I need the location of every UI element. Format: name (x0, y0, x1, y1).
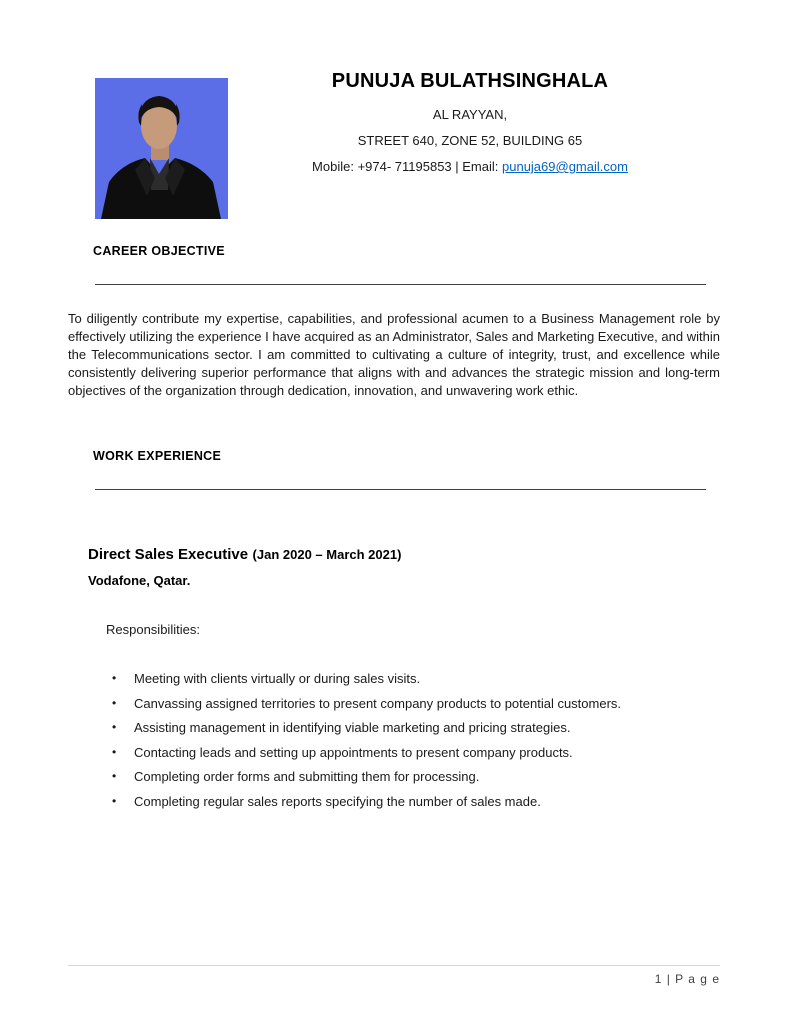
address-line-2: STREET 640, ZONE 52, BUILDING 65 (357, 133, 583, 148)
responsibilities-label: Responsibilities: (106, 622, 200, 637)
email-link[interactable]: punuja69@gmail.com (502, 159, 628, 174)
list-item: • Canvassing assigned territories to present company products to potential customers. (110, 695, 710, 712)
address-line-1: AL RAYYAN, (432, 107, 508, 122)
list-item: • Completing order forms and submitting them for processing. (110, 768, 710, 785)
section-divider (95, 489, 706, 490)
profile-photo (95, 78, 228, 219)
list-item: • Assisting management in identifying viable marketing and pricing strategies. (110, 719, 710, 736)
footer-divider (68, 965, 720, 966)
list-item: • Completing regular sales reports specifying the number of sales made. (110, 793, 710, 810)
job-header (88, 546, 708, 564)
candidate-name: PUNUJA BULATHSINGHALA (331, 70, 609, 92)
contact-prefix: Mobile: +974- 71195853 | Email: (312, 159, 502, 174)
portrait-illustration (95, 78, 228, 219)
company-name: Vodafone, Qatar. (88, 573, 191, 588)
section-title-work-experience: WORK EXPERIENCE (93, 449, 222, 463)
section-title-career-objective: CAREER OBJECTIVE (93, 244, 225, 258)
page-number: 1 | P a g e (654, 972, 720, 986)
resume-header (230, 68, 710, 180)
responsibilities-list (110, 670, 710, 817)
list-item: • Meeting with clients virtually or during sales visits. (110, 670, 710, 687)
job-title: Direct Sales Executive (88, 546, 249, 563)
section-divider (95, 284, 706, 285)
contact-line (230, 154, 710, 180)
career-objective-text: To diligently contribute my expertise, capabilities, and professional acumen to a Business Management role by effectively utilizing the experience I have acquired as an Administrator, Sales and Marketing Executive, and within the Telecommunications sector. I am committed to cultivating a culture of integrity, trust, and excellence while consistently delivering superior performance that aligns with and advances the strategic mission and long-term objectives of the organization through dedication, innovation, and unwavering work ethic. (68, 311, 720, 398)
job-dates: (Jan 2020 – March 2021) (252, 547, 402, 562)
list-item: • Contacting leads and setting up appointments to present company products. (110, 744, 710, 761)
